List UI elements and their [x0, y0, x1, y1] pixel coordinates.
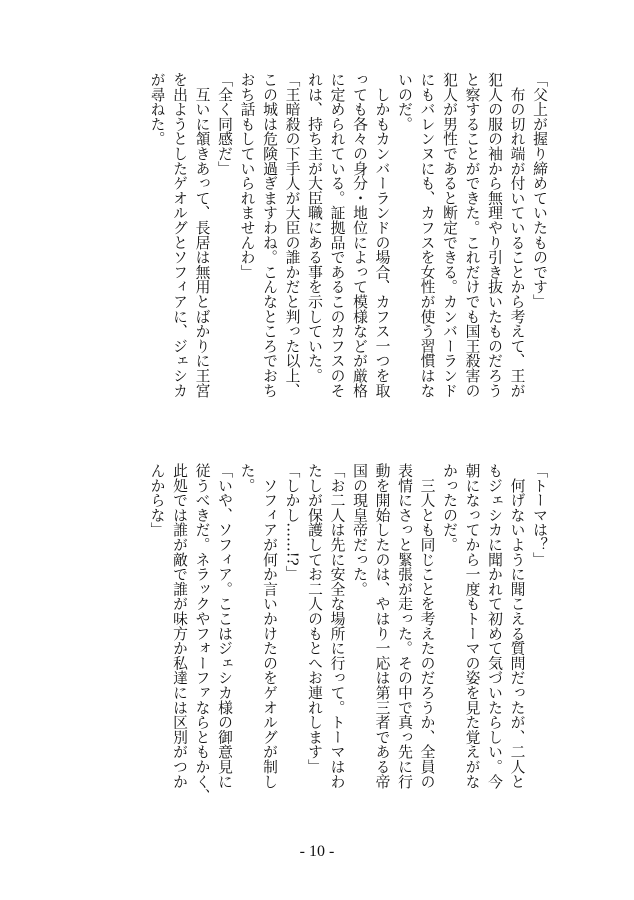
text-line: にもバレンヌにも、カフスを女性が使う習慣はな — [418, 72, 436, 398]
text-line: たしが保護してお二人のもとへお連れします」 — [306, 463, 323, 774]
text-line: おち話もしていられませんわ」 — [238, 72, 256, 280]
text-line: この城は危険過ぎますわね。こんなところでおち — [261, 72, 278, 398]
text-line: ソフィアが何か言いかけたのをゲオルグが制し — [261, 463, 278, 789]
upper-text-block — [145, 72, 550, 432]
text-line: 何げないように聞こえる質問だったが、二人と — [508, 463, 526, 789]
text-line: 表情にさっと緊張が走った。その中で真っ先に行 — [396, 463, 413, 789]
text-line: に定められている。証拠品であるこのカフスのそ — [328, 72, 346, 398]
text-line: 犯人の服の袖から無理やり引き抜いたものだろう — [486, 72, 503, 398]
text-line: 犯人が男性であると断定できる。カンバーランド — [441, 72, 458, 398]
text-line: 「いや、ソフィア。ここはジェシカ様の御意見に — [216, 463, 233, 789]
text-line: 「しかし……!?」 — [283, 463, 301, 581]
text-line: 朝になってから一度もトーマの姿を見た覚えがな — [463, 463, 481, 789]
text-line: た。 — [238, 463, 256, 493]
text-line: っても各々の身分・地位によって模様などが厳格 — [351, 72, 368, 398]
text-line: を出ようとしたゲオルグとソフィアに、ジェシカ — [171, 72, 188, 398]
text-line: 「全く同感だ」 — [216, 72, 233, 176]
text-line: 動を開始したのは、やはり一応は第三者である帝 — [373, 463, 391, 789]
text-line: と察することができた。これだけでも国王殺害の — [463, 72, 481, 398]
text-line: 「お二人は先に安全な場所に行って。トーマはわ — [328, 463, 346, 789]
text-line: 布の切れ端が付いていることから考えて、王が — [508, 72, 526, 398]
text-line: 国の現皇帝だった。 — [351, 463, 368, 597]
text-line: 「トーマは？」 — [531, 463, 548, 567]
page-number: - 10 - — [299, 843, 335, 860]
text-line: れは、持ち主が大臣職にある事を示していた。 — [306, 72, 323, 383]
lower-text-block — [145, 463, 550, 823]
text-line: 互いに頷きあって、長居は無用とばかりに王宮 — [193, 72, 211, 398]
text-line: 此処では誰が敵で誰が味方か私達には区別がつか — [171, 463, 188, 789]
text-line: もジェシカに聞かれて初めて気づいたらしい。今 — [486, 463, 503, 789]
text-line: かったのだ。 — [441, 463, 458, 552]
text-line: 従うべきだ。ネラックやフォーファならともかく、 — [193, 463, 211, 804]
text-line: んからな」 — [148, 463, 166, 537]
text-line: 三人とも同じことを考えたのだろうか、全員の — [418, 463, 436, 789]
text-line: が尋ねた。 — [148, 72, 166, 146]
text-line: 「王暗殺の下手人が大臣の誰かだと判った以上、 — [283, 72, 301, 398]
text-line: 「父上が握り締めていたものです」 — [531, 72, 548, 309]
text-line: しかもカンバーランドの場合、カフス一つを取 — [373, 72, 391, 398]
text-line: いのだ。 — [396, 72, 413, 132]
